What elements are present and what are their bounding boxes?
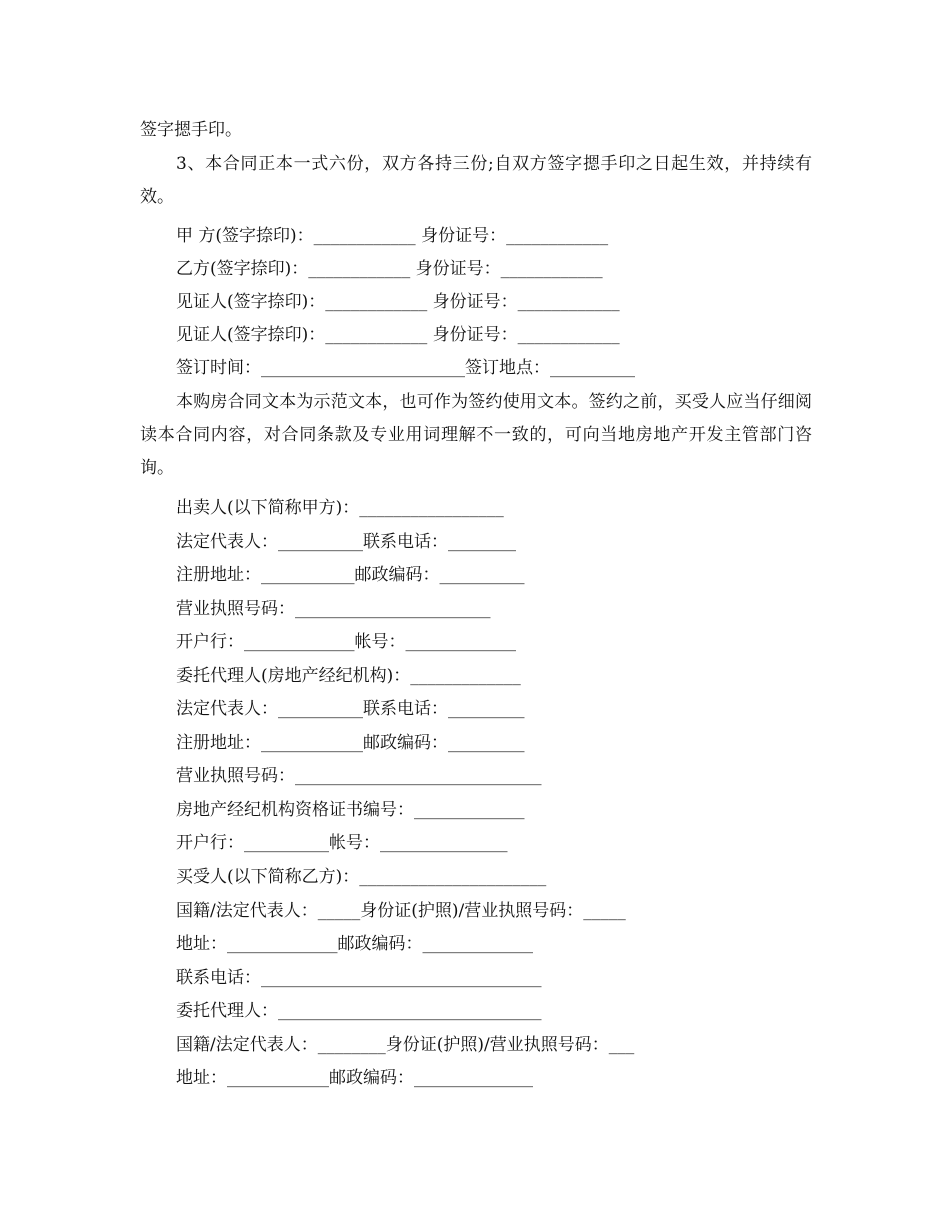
registered-address-line: 注册地址：____________邮政编码：_________ xyxy=(176,733,525,753)
address-line: 地址：____________邮政编码：______________ xyxy=(176,1068,533,1088)
business-license-line: 营业执照号码：_______________________ xyxy=(176,599,491,619)
bank-account-line: 开户行：_____________帐号：_____________ xyxy=(176,632,516,652)
nationality-line: 国籍/法定代表人：________身份证(护照)/营业执照号码：___ xyxy=(176,1035,635,1055)
signing-time-place-line: 签订时间：________________________签订地点：__________ xyxy=(176,358,635,378)
nationality-line: 国籍/法定代表人：_____身份证(护照)/营业执照号码：_____ xyxy=(176,901,626,921)
phone-line: 联系电话：_________________________________ xyxy=(176,968,542,988)
legal-rep-line: 法定代表人：__________联系电话：________ xyxy=(176,532,516,552)
agent-line: 委托代理人：_______________________________ xyxy=(176,1001,542,1021)
witness-signature-line: 见证人(签字捺印)：____________ 身份证号：____________ xyxy=(176,325,620,345)
legal-rep-line: 法定代表人：__________联系电话：_________ xyxy=(176,699,525,719)
witness-signature-line: 见证人(签字捺印)：____________ 身份证号：____________ xyxy=(176,292,620,312)
clause-3-paragraph: 3、本合同正本一式六份，双方各持三份;自双方签字摁手印之日起生效，并持续有效。 xyxy=(140,154,812,207)
business-license-line: 营业执照号码：_____________________________ xyxy=(176,766,542,786)
bank-account-line: 开户行：__________帐号：_______________ xyxy=(176,833,508,853)
party-a-signature-line: 甲 方(签字捺印)：____________ 身份证号：____________ xyxy=(176,226,609,246)
buyer-line: 买受人(以下简称乙方)：______________________ xyxy=(176,867,547,887)
text-line: 签字摁手印。 xyxy=(140,120,242,140)
registered-address-line: 注册地址：___________邮政编码：__________ xyxy=(176,565,525,585)
agent-line: 委托代理人(房地产经纪机构)：_____________ xyxy=(176,666,521,686)
notice-paragraph: 本购房合同文本为示范文本，也可作为签约使用文本。签约之前，买受人应当仔细阅读本合同内容，对合同条款及专业用词理解不一致的，可向当地房地产开发主管部门咨询。 xyxy=(140,392,812,478)
agency-certificate-line: 房地产经纪机构资格证书编号：_____________ xyxy=(176,800,525,820)
seller-line: 出卖人(以下简称甲方)：_________________ xyxy=(176,498,504,518)
address-line: 地址：_____________邮政编码：_____________ xyxy=(176,934,533,954)
party-b-signature-line: 乙方(签字捺印)：____________ 身份证号：____________ xyxy=(176,259,603,279)
